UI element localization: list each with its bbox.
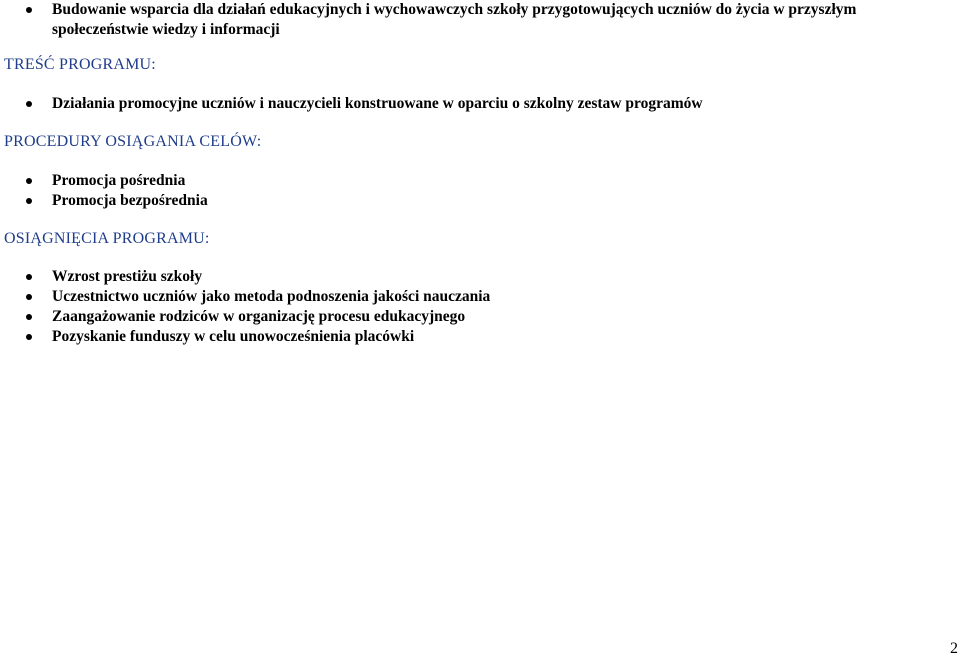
intro-list [0, 0, 960, 40]
list-item [0, 94, 960, 114]
section-heading-tresc: TREŚĆ PROGRAMU: [4, 56, 156, 73]
section-heading-osiagniecia: OSIĄGNIĘCIA PROGRAMU: [4, 230, 210, 247]
section-list-tresc [0, 94, 960, 114]
page-number: 2 [950, 640, 958, 657]
list-item-text: Działania promocyjne uczniów i nauczycieli konstruowane w oparciu o szkolny zestaw programów [52, 95, 703, 112]
list-item [0, 267, 960, 287]
section-list-procedury-block [0, 171, 960, 211]
bullet-icon [26, 178, 32, 184]
section-list-tresc-block [0, 94, 960, 114]
list-item [0, 287, 960, 307]
list-item-text: Promocja pośrednia [52, 172, 186, 189]
section-list-procedury [0, 171, 960, 211]
bullet-icon [26, 198, 32, 204]
list-item-text: Promocja bezpośrednia [52, 192, 208, 209]
list-item [0, 0, 960, 40]
section-heading-procedury: PROCEDURY OSIĄGANIA CELÓW: [4, 133, 262, 150]
bullet-icon [26, 274, 32, 280]
list-item-text: Zaangażowanie rodziców w organizację procesu edukacyjnego [52, 308, 466, 325]
list-item-text: Wzrost prestiżu szkoły [52, 268, 203, 285]
list-item [0, 307, 960, 327]
section-list-osiagniecia-block [0, 267, 960, 347]
list-item-text: Budowanie wsparcia dla działań edukacyjnych i wychowawczych szkoły przygotowujących uczniów do życia w przyszłym społeczeństwie wiedzy i informacji [52, 1, 857, 38]
list-item [0, 191, 960, 211]
list-item-text: Uczestnictwo uczniów jako metoda podnoszenia jakości nauczania [52, 288, 491, 305]
section-list-osiagniecia [0, 267, 960, 347]
bullet-icon [26, 101, 32, 107]
bullet-icon [26, 294, 32, 300]
intro-block [0, 0, 960, 40]
bullet-icon [26, 7, 32, 13]
bullet-icon [26, 334, 32, 340]
list-item [0, 171, 960, 191]
list-item [0, 327, 960, 347]
bullet-icon [26, 314, 32, 320]
list-item-text: Pozyskanie funduszy w celu unowocześnienia placówki [52, 328, 415, 345]
